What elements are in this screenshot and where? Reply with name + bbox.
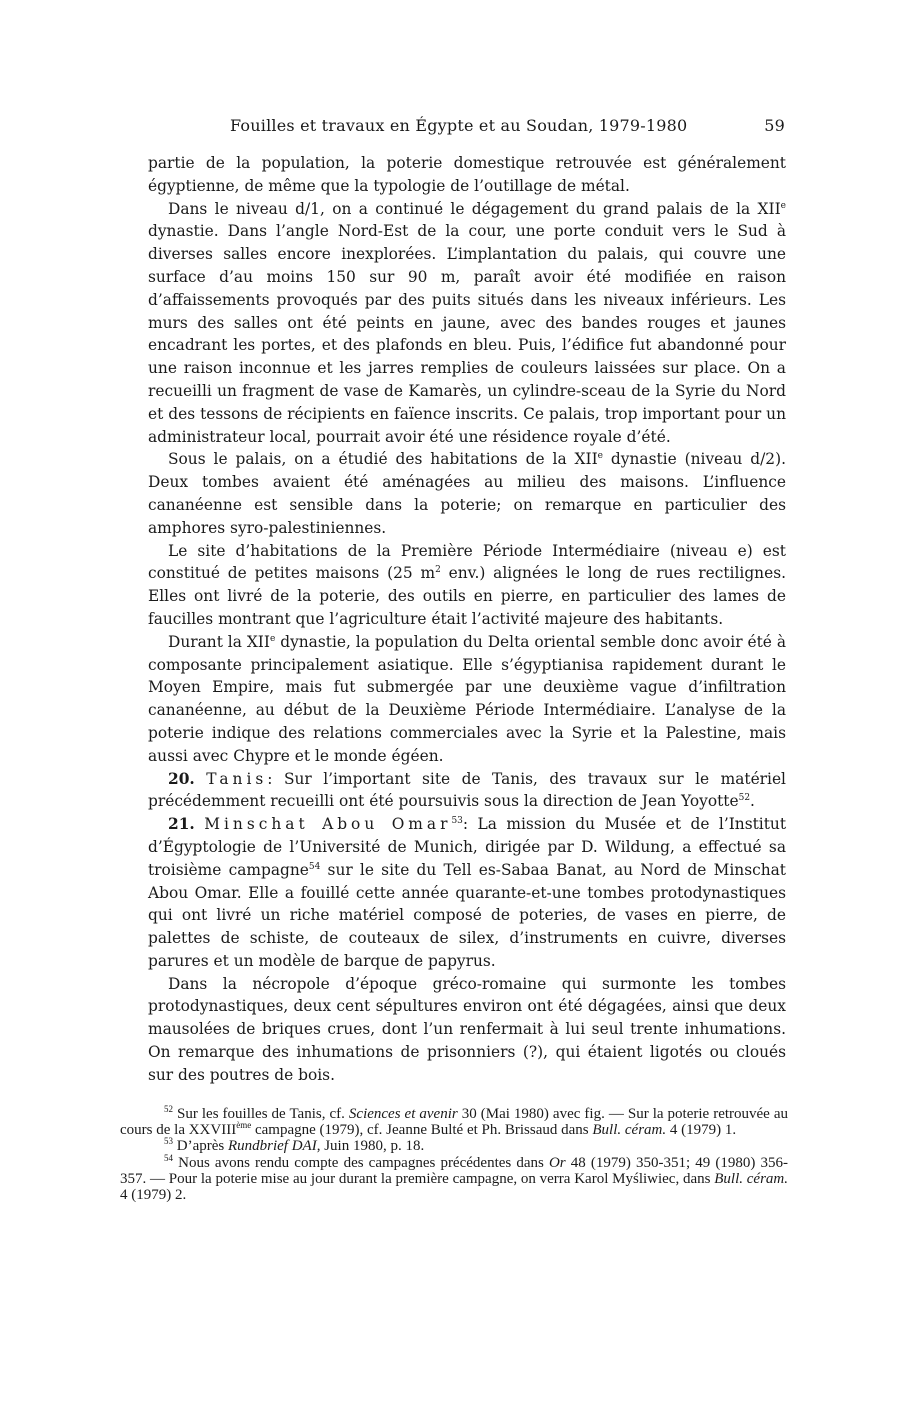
footnote-ref: 52 xyxy=(738,793,751,804)
footnote-54: $^{54}$ Nous avons rendu compte des campagnes précédentes dans Or 48 (1979) 350-351; 49 (1980) 356-357. — Pour la poterie mise au jour durant la première campagne, on verra Karol Myśliwiec, dans Bull. céram. 4 (1979) 2. xyxy=(120,1152,788,1204)
footnotes xyxy=(120,1106,788,1203)
section-number: 20. xyxy=(168,769,195,788)
running-head xyxy=(230,116,785,138)
section-tanis: 20. Tanis: Sur l’important site de Tanis, des travaux sur le matériel précédemment recueilli ont été poursuivis sous la direction de Jean Yoyotte$^{52}$. xyxy=(148,769,786,811)
paragraph: partie de la population, la poterie domestique retrouvée est généralement égyptienne, de même que la typologie de l’outillage de métal. xyxy=(148,154,786,195)
paragraph: Dans la nécropole d’époque gréco-romaine qui surmonte les tombes protodynastiques, deux cent sépultures environ ont été dégagées, ainsi que deux mausolées de briques crues, dont l’un renfermait à lui seul trente inhumations. On remarque des inhumations de prisonniers (?), qui étaient ligotés ou cloués sur des poutres de bois. xyxy=(148,974,786,1084)
section-minschat: 21. Minschat Abou Omar$^{53}$: La mission du Musée et de l’Institut d’Égyptologie de l’Université de Munich, dirigée par D. Wildung, a effectué sa troisième campagne$^{54}$ sur le site du Tell es-Sabaa Banat, au Nord de Minschat Abou Omar. Elle a fouillé cette année quarante-et-une tombes protodynastiques qui ont livré un riche matériel composé de poteries, de vases en pierre, de palettes de schiste, de couteaux de silex, d’instruments en cuivre, diverses parures et un modèle de barque de papyrus. xyxy=(148,815,787,970)
footnote-52: $^{52}$ Sur les fouilles de Tanis, cf. Sciences et avenir 30 (Mai 1980) avec fig. — Sur la poterie retrouvée au cours de la XXVIIIème campagne (1979), cf. Jeanne Bulté et Ph. Brissaud dans Bull. céram. 4 (1979) 1. xyxy=(120,1104,789,1139)
site-name: Minschat Abou Omar xyxy=(204,815,452,834)
running-title: Fouilles et travaux en Égypte et au Soudan, 1979-1980 xyxy=(230,116,688,135)
paragraph: Le site d’habitations de la Première Période Intermédiaire (niveau e) est constitué de petites maisons (25 $m^2$ env.) alignées le long de rues rectilignes. Elles ont livré de la poterie, des outils en pierre, en particulier des lames de faucilles montrant que l’agriculture était l’activité majeure des habitants. xyxy=(148,541,786,628)
footnote-ref: 53 xyxy=(451,816,463,827)
paragraph: Durant la XIIe dynastie, la population du Delta oriental semble donc avoir été à composante principalement asiatique. Elle s’égyptianisa rapidement durant le Moyen Empire, mais fut submergée par une deuxième vague d’infiltration cananéenne, au début de la Deuxième Période Intermédiaire. L’analyse de la poterie indique des relations commerciales avec la Syrie et la Palestine, mais aussi avec Chypre et le monde égéen. xyxy=(148,632,786,765)
footnote-ref: 54 xyxy=(308,861,321,872)
section-number: 21. xyxy=(168,815,195,834)
body-text xyxy=(148,152,786,1087)
paragraph: Sous le palais, on a étudié des habitations de la XIIe dynastie (niveau d/2). Deux tombes avaient été aménagées au milieu des maisons. L’influence cananéenne est sensible dans la poterie; on remarque en particulier des amphores syro-palestiniennes. xyxy=(148,450,786,537)
site-name: Tanis xyxy=(206,769,268,788)
paragraph: Dans le niveau d/1, on a continué le dégagement du grand palais de la XIIe dynastie. Dans l’angle Nord-Est de la cour, une porte conduit vers le Sud à diverses salles encore inexplorées. L’implantation du palais, qui couvre une surface d’au moins 150 sur 90 m, paraît avoir été modifiée en raison d’affaissements provoqués par des puits situés dans les niveaux inférieurs. Les murs des salles ont été peints en jaune, avec des bandes rouges et jaunes encadrant les portes, et des plafonds en bleu. Puis, l’édifice fut abandonné pour une raison inconnue et les jarres remplies de couleurs laissées sur place. On a recueilli un fragment de vase de Kamarès, un cylindre-sceau de la Syrie du Nord et des tessons de récipients en faïence inscrits. Ce palais, trop important pour un administrateur local, pourrait avoir été une résidence royale d’été. xyxy=(148,199,786,446)
footnote-53: $^{53}$ D’après Rundbrief DAI, Juin 1980, p. 18. xyxy=(164,1136,425,1155)
page-number: 59 xyxy=(764,116,785,135)
